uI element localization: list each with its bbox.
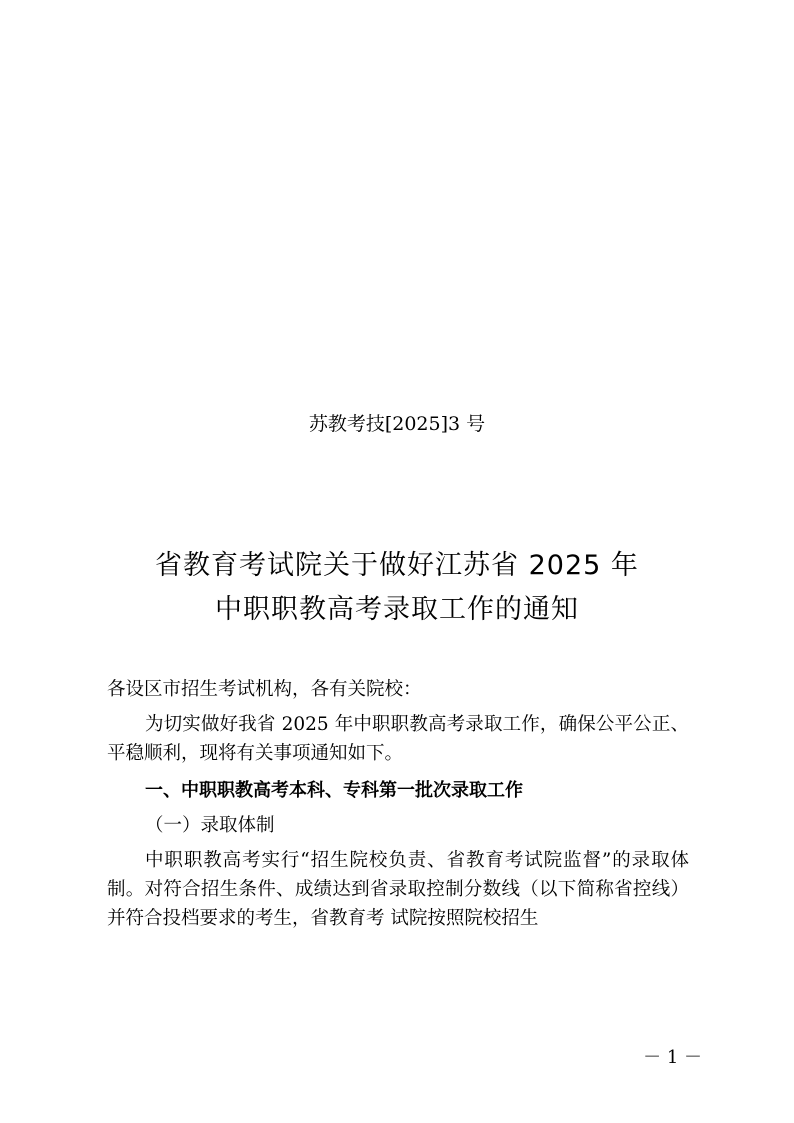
page-number: － 1 － bbox=[643, 1047, 702, 1068]
title-line-2: 中职职教高考录取工作的通知 bbox=[215, 594, 579, 625]
document-number: 苏教考技[2025]3 号 bbox=[308, 413, 486, 435]
subsection-heading: （一）录取体制 bbox=[145, 815, 275, 836]
intro-paragraph: 为切实做好我省 2025 年中职职教高考录取工作，确保公平公正、平稳顺利，现将有关事项通知如下。 bbox=[107, 714, 689, 764]
salutation: 各设区市招生考试机构，各有关院校： bbox=[107, 679, 422, 700]
section-heading: 一、中职职教高考本科、专科第一批次录取工作 bbox=[145, 780, 523, 801]
document-title bbox=[0, 544, 794, 632]
document-body bbox=[107, 675, 689, 933]
title-line-1: 省教育考试院关于做好江苏省 2025 年 bbox=[155, 550, 639, 581]
body-paragraph: 中职职教高考实行“招生院校负责、省教育考试院监督”的录取体制。对符合招生条件、成绩达到省录取控制分数线（以下简称省控线）并符合投档要求的考生，省教育考 试院按照院校招生 bbox=[107, 850, 689, 929]
